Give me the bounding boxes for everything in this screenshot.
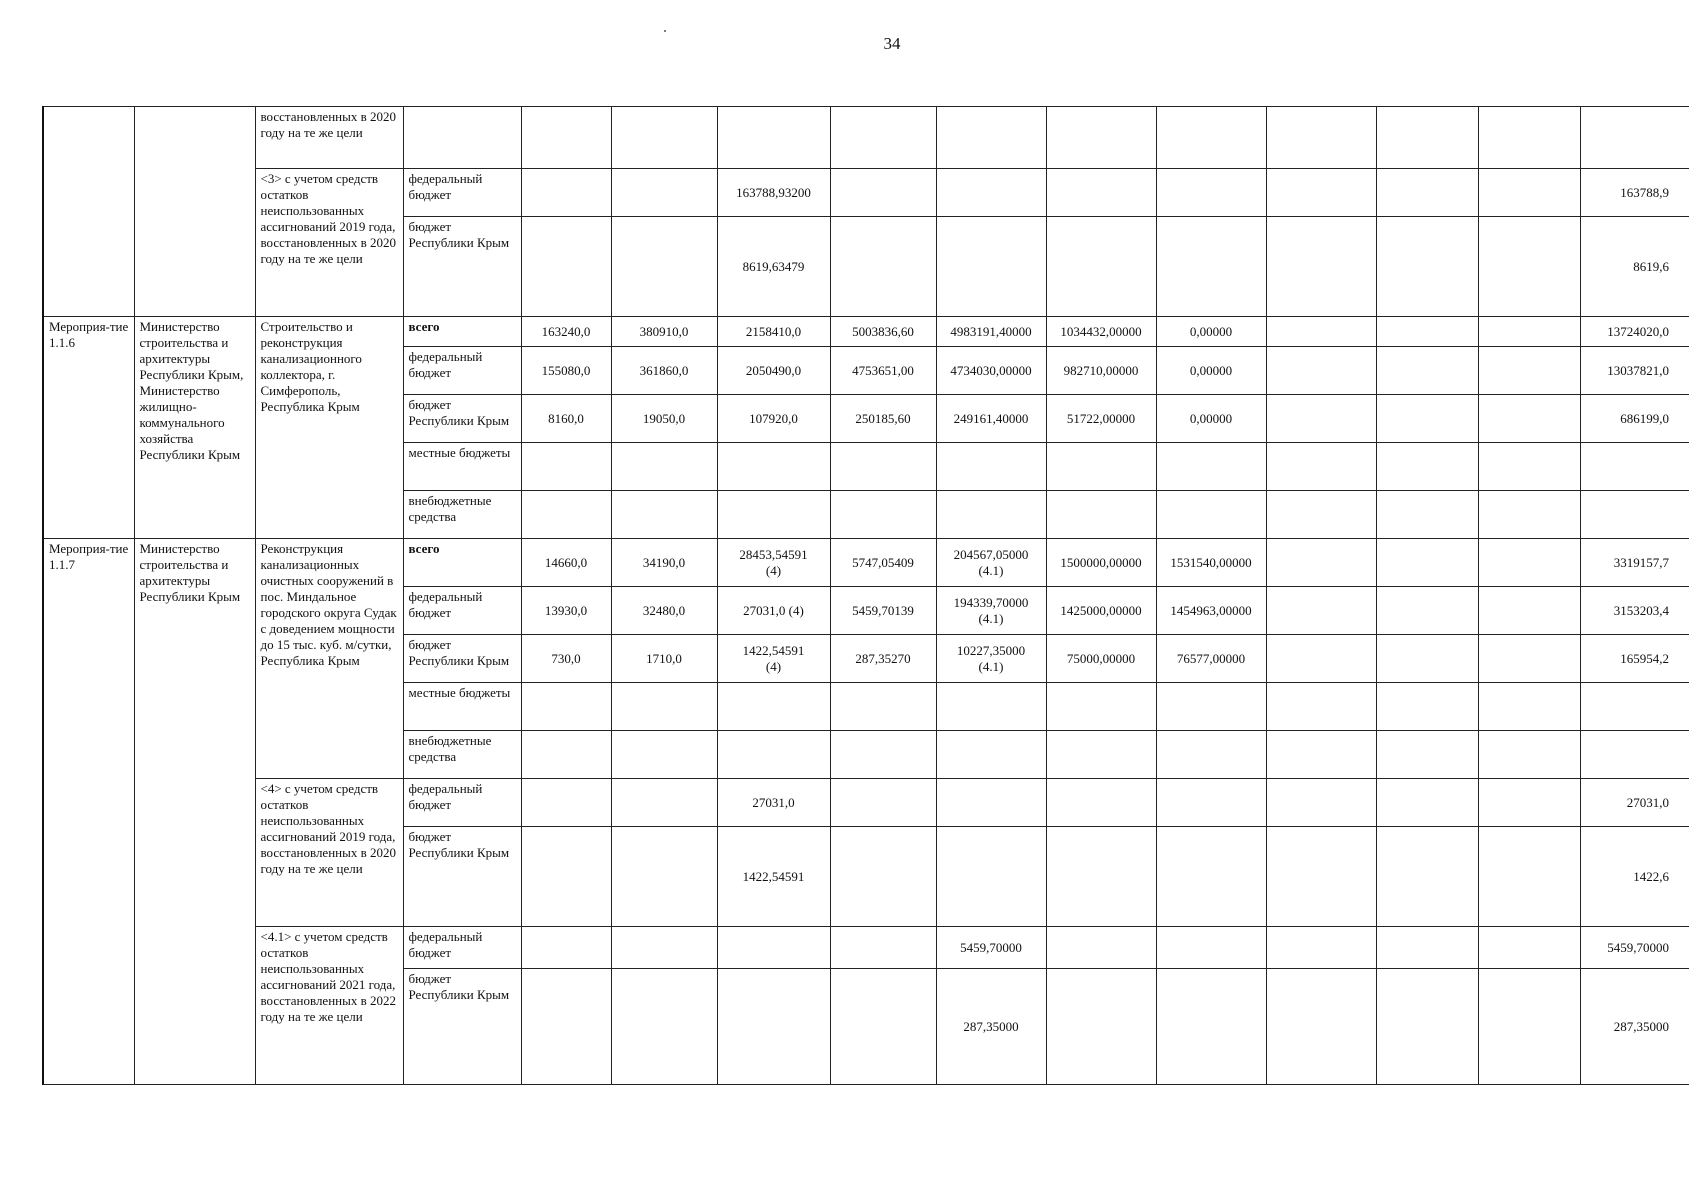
- total-cell: 3319157,7: [1580, 539, 1689, 587]
- source-label: местные бюджеты: [403, 683, 521, 731]
- value-cell: 0,00000: [1156, 317, 1266, 347]
- value-cell: 1422,54591 (4): [717, 635, 830, 683]
- table-row: [43, 169, 1689, 217]
- note-text: восстановленных в 2020 году на те же цели: [255, 107, 403, 169]
- code-cell: [43, 107, 134, 317]
- table-row: [43, 779, 1689, 827]
- value-cell: 76577,00000: [1156, 635, 1266, 683]
- source-label: федеральный бюджет: [403, 779, 521, 827]
- source-label: местные бюджеты: [403, 443, 521, 491]
- source-label: всего: [403, 539, 521, 587]
- total-cell: 5459,70000: [1580, 927, 1689, 969]
- table-row: [43, 539, 1689, 587]
- value-cell: 4734030,00000: [936, 347, 1046, 395]
- value-cell: 155080,0: [521, 347, 611, 395]
- value-cell: 1034432,00000: [1046, 317, 1156, 347]
- value-cell: 1422,54591: [717, 827, 830, 927]
- value-cell: [1266, 317, 1376, 347]
- measure-code: Мероприя-тие 1.1.7: [43, 539, 134, 1085]
- value-cell: 380910,0: [611, 317, 717, 347]
- value-cell: 1454963,00000: [1156, 587, 1266, 635]
- total-cell: 27031,0: [1580, 779, 1689, 827]
- note-text: <4> с учетом средств остатков неиспользованных ассигнований 2019 года, восстановленных в 2020 году на те же цели: [255, 779, 403, 927]
- value-cell: 287,35270: [830, 635, 936, 683]
- total-cell: [1580, 107, 1689, 169]
- total-cell: 13037821,0: [1580, 347, 1689, 395]
- source-label: внебюджетные средства: [403, 491, 521, 539]
- value-cell: 5459,70000: [936, 927, 1046, 969]
- measure-name: Реконструкция канализационных очистных сооружений в пос. Миндальное городского округа Судак с доведением мощности до 15 тыс. куб. м/сутки, Республика Крым: [255, 539, 403, 779]
- budget-table: [42, 106, 1689, 1085]
- total-cell: 13724020,0: [1580, 317, 1689, 347]
- total-cell: 8619,6: [1580, 217, 1689, 317]
- value-cell: 730,0: [521, 635, 611, 683]
- value-cell: 5459,70139: [830, 587, 936, 635]
- source-label: бюджет Республики Крым: [403, 395, 521, 443]
- note-text: <4.1> с учетом средств остатков неиспользованных ассигнований 2021 года, восстановленных в 2022 году на те же цели: [255, 927, 403, 1085]
- value-cell: 107920,0: [717, 395, 830, 443]
- executor-cell: [134, 107, 255, 317]
- value-cell: [1266, 539, 1376, 587]
- value-cell: 982710,00000: [1046, 347, 1156, 395]
- measure-executor: Министерство строительства и архитектуры Республики Крым: [134, 539, 255, 1085]
- value-cell: 27031,0 (4): [717, 587, 830, 635]
- value-cell: 5747,05409: [830, 539, 936, 587]
- value-cell: [1376, 539, 1478, 587]
- value-cell: 32480,0: [611, 587, 717, 635]
- source-label: федеральный бюджет: [403, 587, 521, 635]
- measure-code: Мероприя-тие 1.1.6: [43, 317, 134, 539]
- source-label: всего: [403, 317, 521, 347]
- value-cell: [1376, 347, 1478, 395]
- source-label: бюджет Республики Крым: [403, 827, 521, 927]
- value-cell: 194339,70000 (4.1): [936, 587, 1046, 635]
- value-cell: 250185,60: [830, 395, 936, 443]
- measure-name: Строительство и реконструкция канализационного коллектора, г. Симферополь, Республика Крым: [255, 317, 403, 539]
- value-cell: 2158410,0: [717, 317, 830, 347]
- value-cell: 204567,05000 (4.1): [936, 539, 1046, 587]
- value-cell: 27031,0: [717, 779, 830, 827]
- value-cell: [1266, 347, 1376, 395]
- note-text: <3> с учетом средств остатков неиспользованных ассигнований 2019 года, восстановленных в 2020 году на те же цели: [255, 169, 403, 317]
- value-cell: 13930,0: [521, 587, 611, 635]
- source-label: внебюджетные средства: [403, 731, 521, 779]
- value-cell: 2050490,0: [717, 347, 830, 395]
- value-cell: 8619,63479: [717, 217, 830, 317]
- value-cell: 75000,00000: [1046, 635, 1156, 683]
- value-cell: 1531540,00000: [1156, 539, 1266, 587]
- value-cell: 249161,40000: [936, 395, 1046, 443]
- value-cell: [1376, 635, 1478, 683]
- total-cell: 686199,0: [1580, 395, 1689, 443]
- value-cell: 0,00000: [1156, 347, 1266, 395]
- source-label: федеральный бюджет: [403, 927, 521, 969]
- value-cell: [1266, 395, 1376, 443]
- value-cell: 4983191,40000: [936, 317, 1046, 347]
- measure-executor: Министерство строительства и архитектуры Республики Крым, Министерство жилищно-коммунального хозяйства Республики Крым: [134, 317, 255, 539]
- table-row: [43, 927, 1689, 969]
- source-label: федеральный бюджет: [403, 347, 521, 395]
- table-row: [43, 317, 1689, 347]
- value-cell: [1266, 635, 1376, 683]
- value-cell: 4753651,00: [830, 347, 936, 395]
- source-label: бюджет Республики Крым: [403, 635, 521, 683]
- value-cell: 361860,0: [611, 347, 717, 395]
- total-cell: 1422,6: [1580, 827, 1689, 927]
- value-cell: [1376, 317, 1478, 347]
- value-cell: 28453,54591 (4): [717, 539, 830, 587]
- table-row: [43, 107, 1689, 169]
- value-cell: 1500000,00000: [1046, 539, 1156, 587]
- total-cell: 163788,9: [1580, 169, 1689, 217]
- value-cell: 1710,0: [611, 635, 717, 683]
- value-cell: 34190,0: [611, 539, 717, 587]
- total-cell: 165954,2: [1580, 635, 1689, 683]
- value-cell: 163788,93200: [717, 169, 830, 217]
- value-cell: 287,35000: [936, 969, 1046, 1085]
- total-cell: 287,35000: [1580, 969, 1689, 1085]
- source-label: бюджет Республики Крым: [403, 969, 521, 1085]
- value-cell: 14660,0: [521, 539, 611, 587]
- value-cell: 19050,0: [611, 395, 717, 443]
- source-label: федеральный бюджет: [403, 169, 521, 217]
- total-cell: 3153203,4: [1580, 587, 1689, 635]
- source-label: бюджет Республики Крым: [403, 217, 521, 317]
- scan-speck: [664, 30, 666, 32]
- value-cell: [1266, 587, 1376, 635]
- value-cell: 163240,0: [521, 317, 611, 347]
- value-cell: 10227,35000 (4.1): [936, 635, 1046, 683]
- value-cell: 1425000,00000: [1046, 587, 1156, 635]
- value-cell: 5003836,60: [830, 317, 936, 347]
- page-number: 34: [883, 34, 901, 53]
- value-cell: 0,00000: [1156, 395, 1266, 443]
- value-cell: [1376, 587, 1478, 635]
- value-cell: 8160,0: [521, 395, 611, 443]
- value-cell: [1376, 395, 1478, 443]
- value-cell: 51722,00000: [1046, 395, 1156, 443]
